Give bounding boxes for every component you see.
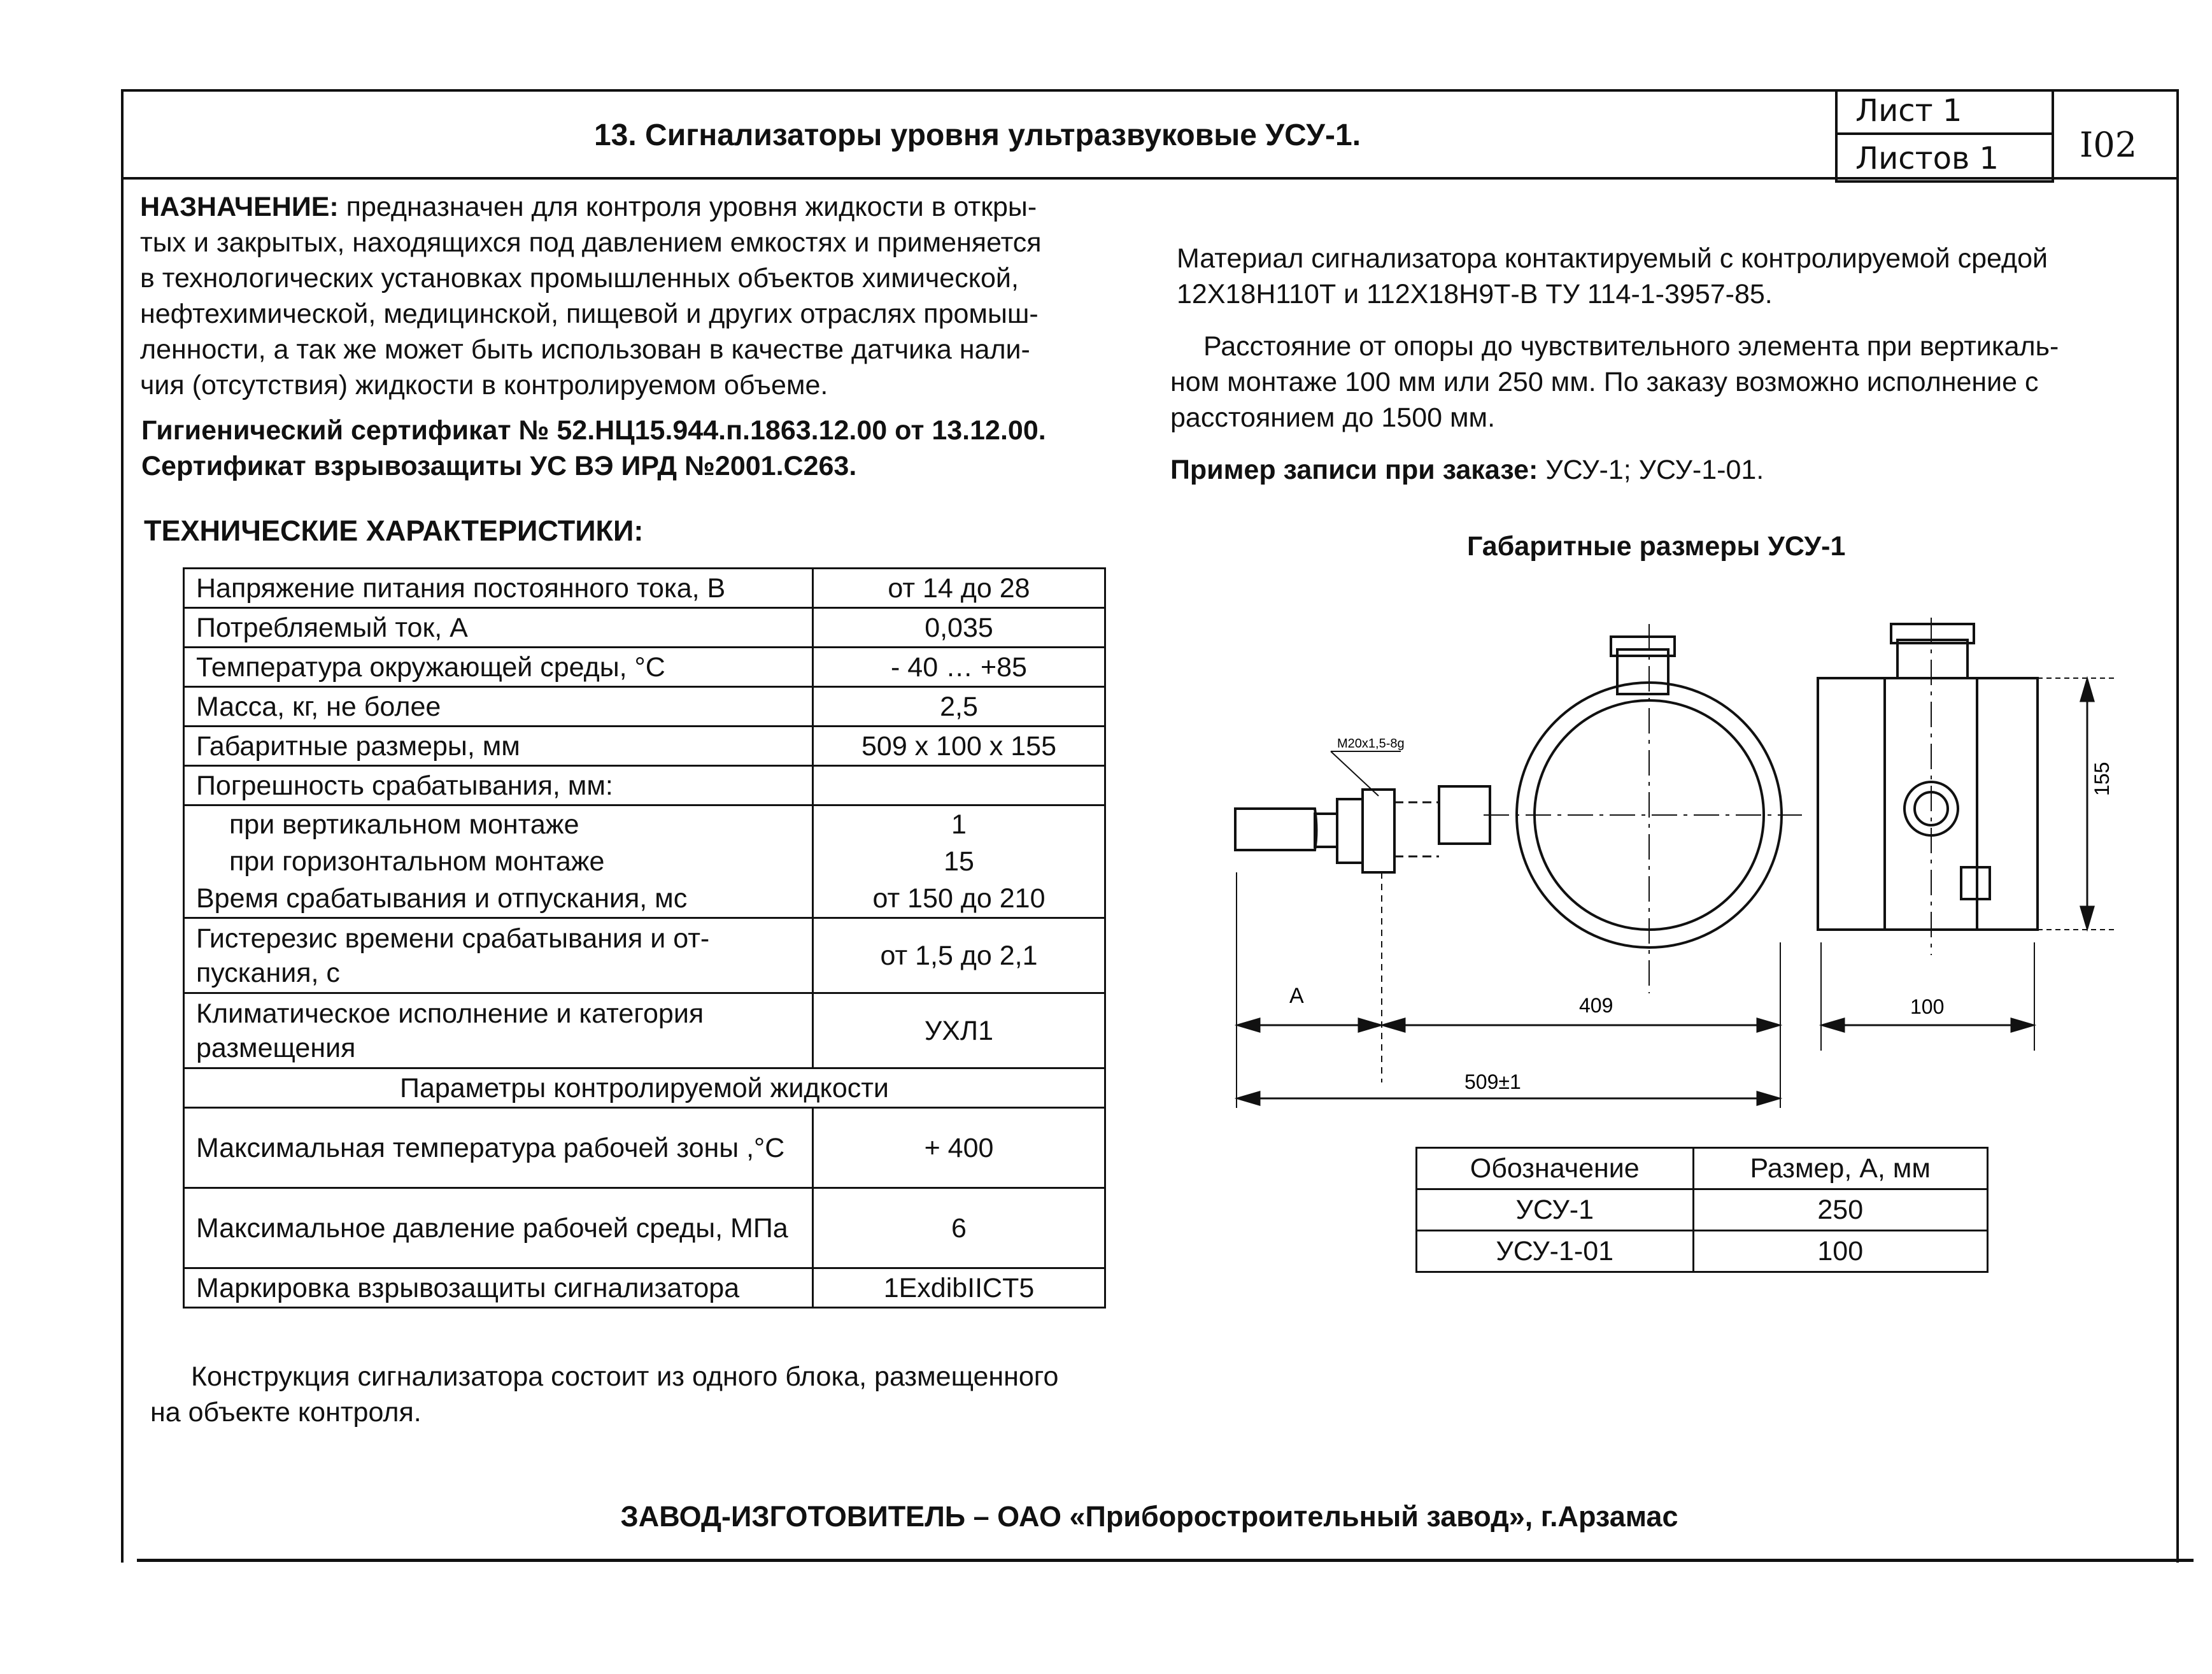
spec-value: от 14 до 28	[813, 569, 1105, 608]
spec-param: Гистерезис времени срабатывания и от-пускания, с	[184, 918, 813, 993]
specs-heading: ТЕХНИЧЕСКИЕ ХАРАКТЕРИСТИКИ:	[144, 514, 644, 547]
table-row	[1417, 1148, 1988, 1189]
distance-paragraph	[1170, 329, 2164, 436]
specs-table	[183, 567, 1106, 1309]
distance-line: Расстояние от опоры до чувствительного элемента при вертикаль-	[1203, 331, 2059, 362]
response-time-label: Время срабатывания и отпускания, мс	[196, 883, 688, 914]
purpose-paragraph	[140, 189, 1146, 403]
horizontal-mount-label: при горизонтальном монтаже	[229, 846, 605, 877]
sizes-header: Обозначение	[1417, 1148, 1694, 1189]
spec-param: Габаритные размеры, мм	[184, 727, 813, 766]
dim-155-label: 155	[2090, 762, 2113, 796]
table-row	[1417, 1189, 1988, 1231]
certificates	[141, 413, 1160, 484]
spec-value	[813, 766, 1105, 805]
table-row	[184, 687, 1105, 727]
cable	[1235, 809, 1317, 850]
table-row	[184, 569, 1105, 608]
thread-fitting	[1315, 814, 1337, 847]
manufacturer-footer: ЗАВОД-ИЗГОТОВИТЕЛЬ – ОАО «Приборостроительный завод», г.Арзамас	[620, 1500, 1678, 1533]
horizontal-mount-value: 15	[944, 846, 974, 877]
spec-param: Потребляемый ток, А	[184, 608, 813, 648]
spec-param: Погрешность срабатывания, мм:	[184, 766, 813, 805]
table-row	[184, 608, 1105, 648]
dimension-drawing	[1210, 599, 2133, 1127]
spec-value: УХЛ1	[813, 993, 1105, 1068]
spec-param: Напряжение питания постоянного тока, В	[184, 569, 813, 608]
table-row	[184, 805, 1105, 918]
table-row	[184, 1188, 1105, 1268]
spec-value: - 40 … +85	[813, 648, 1105, 687]
spec-value: 0,035	[813, 608, 1105, 648]
vertical-mount-label: при вертикальном монтаже	[229, 809, 579, 840]
spec-value	[813, 805, 1105, 918]
gland-nut	[1337, 799, 1363, 863]
fluid-parameters-header: Параметры контролируемой жидкости	[184, 1068, 1105, 1108]
construction-line: на объекте контроля.	[150, 1397, 422, 1428]
spec-value: 2,5	[813, 687, 1105, 727]
sizes-header: Размер, А, мм	[1693, 1148, 1988, 1189]
order-example-value: УСУ-1; УСУ-1-01.	[1538, 455, 1764, 485]
table-row	[184, 1068, 1105, 1108]
spec-param: Маркировка взрывозащиты сигнализатора	[184, 1268, 813, 1308]
construction-paragraph	[150, 1359, 1169, 1430]
table-row	[184, 727, 1105, 766]
spec-param: Масса, кг, не более	[184, 687, 813, 727]
table-row	[184, 1268, 1105, 1308]
sheets-label: Листов 1	[1855, 141, 1999, 176]
spec-param: Максимальное давление рабочей среды, МПа	[184, 1188, 813, 1268]
purpose-line: предназначен для контроля уровня жидкости в откры-	[338, 192, 1037, 222]
sheet-label: Лист 1	[1855, 93, 1962, 129]
sizes-cell: УСУ-1	[1417, 1189, 1694, 1231]
purpose-line: тых и закрытых, находящихся под давлением емкостях и применяется	[140, 227, 1042, 258]
gland-body	[1363, 790, 1394, 872]
order-example-label: Пример записи при заказе:	[1170, 455, 1538, 485]
explosion-certificate: Сертификат взрывозащиты УС ВЭ ИРД №2001.С263.	[141, 451, 857, 481]
dim-509-label: 509±1	[1464, 1070, 1521, 1093]
spec-param	[184, 805, 813, 918]
dim-409-label: 409	[1579, 994, 1613, 1017]
order-example	[1170, 452, 2164, 488]
spec-value: от 1,5 до 2,1	[813, 918, 1105, 993]
construction-line: Конструкция сигнализатора состоит из одного блока, размещенного	[191, 1361, 1059, 1392]
sheet-box	[1835, 89, 2054, 135]
page-title: 13. Сигнализаторы уровня ультразвуковые УСУ-1.	[593, 118, 1361, 152]
spec-param: Климатическое исполнение и категория размещения	[184, 993, 813, 1068]
table-row	[184, 1108, 1105, 1188]
sizes-cell: УСУ-1-01	[1417, 1231, 1694, 1272]
spec-value: 6	[813, 1188, 1105, 1268]
purpose-line: нефтехимической, медицинской, пищевой и других отраслях промыш-	[140, 299, 1039, 329]
hygiene-certificate: Гигиенический сертификат № 52.НЦ15.944.п.1863.12.00 от 13.12.00.	[141, 415, 1046, 446]
purpose-line: ленности, а так же может быть использован в качестве датчика нали-	[140, 334, 1030, 365]
dim-a-label: А	[1289, 984, 1304, 1008]
table-row	[184, 993, 1105, 1068]
table-row	[184, 918, 1105, 993]
purpose-line: в технологических установках промышленных объектов химической,	[140, 263, 1019, 294]
frame-bottom-line	[137, 1559, 2194, 1562]
spec-param: Максимальная температура рабочей зоны ,°С	[184, 1108, 813, 1188]
response-time-value: от 150 до 210	[872, 883, 1046, 914]
sizes-cell: 100	[1693, 1231, 1988, 1272]
distance-line: расстоянием до 1500 мм.	[1170, 402, 1496, 433]
table-row	[1417, 1231, 1988, 1272]
spec-value: 1ExdibIICT5	[813, 1268, 1105, 1308]
table-row	[184, 648, 1105, 687]
material-line: 12Х18Н110Т и 112Х18Н9Т-В ТУ 114-1-3957-85.	[1177, 279, 1773, 309]
distance-line: ном монтаже 100 мм или 250 мм. По заказу возможно исполнение с	[1170, 367, 2039, 397]
vertical-mount-value: 1	[951, 809, 967, 840]
spec-param: Температура окружающей среды, °С	[184, 648, 813, 687]
dim-100-label: 100	[1910, 995, 1945, 1018]
drawing-caption: Габаритные размеры УСУ-1	[1467, 531, 1846, 562]
purpose-label: НАЗНАЧЕНИЕ:	[140, 192, 339, 222]
sizes-cell: 250	[1693, 1189, 1988, 1231]
page-number: I02	[2080, 125, 2138, 165]
material-paragraph	[1177, 241, 2164, 312]
sizes-table	[1415, 1147, 1989, 1273]
spec-value: + 400	[813, 1108, 1105, 1188]
purpose-line: чия (отсутствия) жидкости в контролируемом объеме.	[140, 370, 828, 401]
thread-label: M20х1,5-8g	[1337, 737, 1405, 751]
table-row	[184, 766, 1105, 805]
side-view-body	[1818, 678, 2038, 930]
stem-tube	[1439, 786, 1490, 844]
spec-value: 509 х 100 х 155	[813, 727, 1105, 766]
sheets-box	[1835, 132, 2054, 183]
material-line: Материал сигнализатора контактируемый с контролируемой средой	[1177, 243, 2048, 274]
